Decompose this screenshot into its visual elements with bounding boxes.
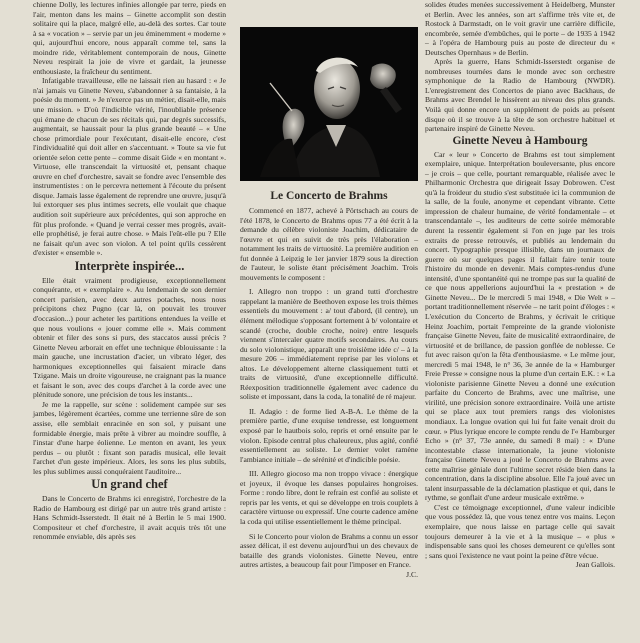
paragraph: III. Allegro giocoso ma non troppo vivace : énergique et joyeux, il évoque les danses populaires hongroises. Forme : rondo libre, dont le refrain est confié au soliste et repris par les vents, et qui se développe en trois couplets à caractère virtuose ou expressif. Une courte cadence amène la coda qui utilise essentiellement le thème principal. (240, 469, 418, 526)
paragraph: Je me la rappelle, sur scène : solidement campée sur ses jambes, légèrement écartées, comme une terrienne sûre de son assise, elle semblait enracinée en son sol, y puisant une formidable énergie, mais prête à vibrer au moindre souffle, à l'instar d'une harpe éolienne. Le menton en avant, les yeux perdus – ou plutôt : fixant son paradis musical, elle levait l'archet d'un geste impérieux. Alors, les sons les plus subtils, les plus sublimes aussi conquéraient l'auditoire... (33, 399, 226, 476)
paragraph: C'est ce témoignage exceptionnel, d'une valeur indicible que vous possédez là, que vous tenez entre vos mains. Leçon exemplaire, que nous laisse en partage celle qui savait toujours demeurer à la vie et à la musique – « plus » indispensable sans quoi les choses demeurent ce qu'elles sont ; sans quoi l'existence ne vaut point la peine d'être vécue. (425, 502, 615, 560)
paragraph: Commencé en 1877, achevé à Pörtschach au cours de l'été 1878, le Concerto de Brahms opus 77 a été écrit à la demande du célèbre violoniste Joachim, dédicataire de l'œuvre et qui en suivit de très près l'élaboration – notamment les traits de virtuosité. La première audition en fut donnée à Leipzig le 1er janvier 1879 sous la direction de l'auteur, le soliste étant précisément Joachim. Trois mouvements le composent : (240, 206, 418, 282)
column-right (425, 0, 615, 643)
column-middle (240, 0, 418, 643)
column-left (33, 0, 226, 643)
heading-concerto-brahms: Le Concerto de Brahms (270, 190, 388, 202)
paragraph: Si le Concerto pour violon de Brahms a connu un essor assez délicat, il est devenu aujourd'hui un des chevaux de bataille des grands violonistes. Ginette Neveu, entre autres artistes, a beaucoup fait pour l'imposer en France. (240, 531, 418, 570)
paragraph: Infatigable travailleuse, elle ne laissait rien au hasard : « Je n'ai jamais vu Ginette Neveu, s'abandonner à sa fantaisie, à la poésie du moment. » Je n'exerce pas un métier, disait-elle, mais une mission. » D'où l'indicible vérité, l'inoubliable présence qui émane de chacun de ses récitals qui, par degrés successifs, augmentait, se haussait pour la plus grande beauté – « Une chose primordiale pour l'exécutant, disait-elle encore, c'est l'individualité qui doit aller en s'accentuant. » Toute sa vie fut orientée selon cette pente – comme disait Gide « en montant ». Virtuose, elle transcendait la virtuosité et, pensant chaque œuvre en chef d'orchestre, savait se fondre avec l'ensemble des instrumentistes : on le percevra nettement à l'écoute du présent disque. Jamais lasse également de reprendre une œuvre, jusqu'à lui extorquer ses plus intimes secrets, elle voulait que chaque audition soit supérieure aux précédentes, qui son approche en fût plus profonde. « Quand je verrai cesser mes progrès, avait-elle prophétisé, je ferai autre chose. » Mais l'eût-elle pu ? Elle ne faisait qu'un avec son violon. A tel point qu'ils cessèrent d'exister « ensemble ». (33, 76, 226, 258)
conductor-photo-image (240, 27, 418, 181)
paragraph: Dans le Concerto de Brahms ici enregistré, l'orchestre de la Radio de Hambourg est dirigé par un autre très grand artiste : Hans Schmidt-Isserstedt. Il était né à Berlin le 5 mai 1900. Compositeur et chef d'orchestre, il avait acquis très tôt une renommée enviable, dès après ses (33, 494, 226, 542)
heading-hambourg: Ginette Neveu à Hambourg (452, 134, 588, 147)
heading-grand-chef: Un grand chef (91, 477, 168, 492)
conductor-photo (240, 27, 418, 181)
paragraph: Après la guerre, Hans Schmidt-Isserstedt organise de nombreuses tournées dans le monde avec son orchestre symphonique de la Radio de Hambourg (NWDR). L'enregistrement des Concertos de piano avec Backhaus, de Brahms avec Brendel le hissèrent au niveau des plus grands. Voilà qui donne encore un supplément de poids au présent disque où il se trouve à la tête de son orchestre habituel et partenaire inspiré de Ginette Neveu. (425, 57, 615, 134)
paragraph: II. Adagio : de forme lied A-B-A. Le thème de la première partie, d'une exquise tendresse, est longuement exposé par le hautbois solo, repris et orné ensuite par le violon. Episode central plus chaleureux, plus agité, confié essentiellement au soliste. Le dernier volet ramène l'ambiance initiale – de sérénité et d'indicible poésie. (240, 406, 418, 464)
paragraph: Elle était vraiment prodigieuse, exceptionnellement conquérante, et « exemplaire ». Au lendemain de son dernier concert parisien, avec deux autres potaches, nous nous précipitons chez Pugno (car là, on pouvait les trouver d'occasion...) pour acheter les partitions entendues la veille et que nous voulions « jouer comme elle ». Mais comment obtenir et filer des sons si purs, des staccatos aussi précis ? Ginette Neveu arborait en effet une technique éblouissante : la main gauche, une incrustation d'acier, un vibrato léger, des harmoniques exceptionnelles qui faisaient miracle dans Tzigane. Mais un droite vigoureuse, ne craignant pas la nuance et faisant le son, avec des coups d'archet à la corde avec une plénitude sonore, une précision de tous les instants... (33, 275, 226, 400)
signature-jc: J.C. (406, 569, 418, 579)
paragraph: solides études menées successivement à Heidelberg, Munster et Berlin. Avec les années, son art s'affirme très vite et, de Rostock à Darmstadt, on le voit gravir une carrière difficile, encombrée, semée d'embûches, qui le porte – de 1935 à 1942 – à l'opéra de Hambourg puis au poste de directeur du « Deutsches Opernhaus » de Berlin. (425, 0, 615, 57)
paragraph: Car « leur » Concerto de Brahms est tout simplement exemplaire, unique. Interprétation bouleversante, plus encore – je crois – que celle, pourtant remarquable, réalisée avec le Philharmonic Orchestra que dirigeait Issay Dobrowen. C'est qu'à la froideur du studio s'est substituée ici la communion de la salle, de la foule, anonyme et cependant vibrante. Cette impression de chaleur humaine, de vérité fondamentale – et transcendantale –, les auditeurs de cette soirée mémorable durent la ressentir également si l'on en juge par les trois extraits de presse retrouvés, et publiés au lendemain du concert. Typographie presque illisible, dans un journaux de guerre où sur quelques pages il fallait faire tenir toute l'histoire du monde en devenir. Mais comptes-rendus d'une intensité, d'une spontanéité qui ne trompe pas sur la qualité de ce que nous appellerions aujourd'hui la « prestation » de Ginette Neveu... De le mercredi 5 mai 1948, « Die Welt » – portant traditionnellement réservée – ne tarit point d'éloges : « L'exécution du Concerto de Brahms, y écrivait le critique Heinz Joachim, portait l'empreinte de la grande violoniste française Ginette Neveu, faite de musicalité extraordinaire, de virtuosité et de brillance, de passion gonflée de noblesse. Ce fut avec raison qu'on la fêta d'enthousiasme. « Le même jour, mercredi 5 mai 1948, le n° 36, 3e année de la « Hamburger Freie Presse » consigne nous la plume d'un certain E.K. : « La violoniste parisienne Ginette Neveu a donné une exécution parfaite du Concerto de Brahms, avec une maîtrise, une virilité, une précision sonore extraordinaire. Voilà une artiste qui se place aux tout premiers rangs des violonistes mondiaux. La longue ovation qui lui fut faite venait droit du cœur. » Plus lyrique encore le compte rendu de l'« Hamburger Echo » (n° 37, 73e année, du samedi 8 mai) : « D'une incontestable classe internationale, la jeune violoniste française Ginette Neveu a joué le Concerto de Brahms avec cette maîtrise géniale dont l'ultime secret réside bien dans la concentration, dans la discipline absolue. Elle l'a joué avec un talent insurpassable de la déclamation plastique et qui, dans le rythme, se gonflait d'une ardeur musicale extrême. » (425, 149, 615, 503)
paragraph: chienne Dolly, les lectures infinies allongée par terre, pieds en l'air, menton dans les mains – Ginette accomplit son destin solitaire qui la place, malgré elle, au-delà des sortes. Car toute à sa « vocation » – servie par un jeu éminemment « moderne » qui, aujourd'hui encore, nous apparaît comme tel, sans la moindre ride, véritablement contemporain de nous, Ginette Neveu respirait la joie de vivre et gardait, la jeunesse enthousiaste, la fraîcheur du sentiment. (33, 0, 226, 76)
signature-gallois: Jean Gallois. (575, 560, 615, 570)
heading-interprete: Interprète inspirée... (74, 258, 185, 273)
paragraph: I. Allegro non troppo : un grand tutti d'orchestre rappelant la manière de Beethoven expose les trois thèmes essentiels du mouvement : a/ tout d'abord, (il centre), un élément mélodique s'opposant fortement à b/ volontaire et scandé (croche, double croche, noire) entre lesquels viennent s'intercaler quatre motifs secondaires. Au cours du solo violonistique, apparaît une troisième idée c/ – à la mesure 206 – immédiatement reprise par les violons et altos. Le développement alterne classiquement tutti et traits de virtuosité, d'une exceptionnelle difficulté. Réexposition traditionnelle également avec cadence du soliste et impossant, dans la coda, la tonalité de ré majeur. (240, 287, 418, 402)
